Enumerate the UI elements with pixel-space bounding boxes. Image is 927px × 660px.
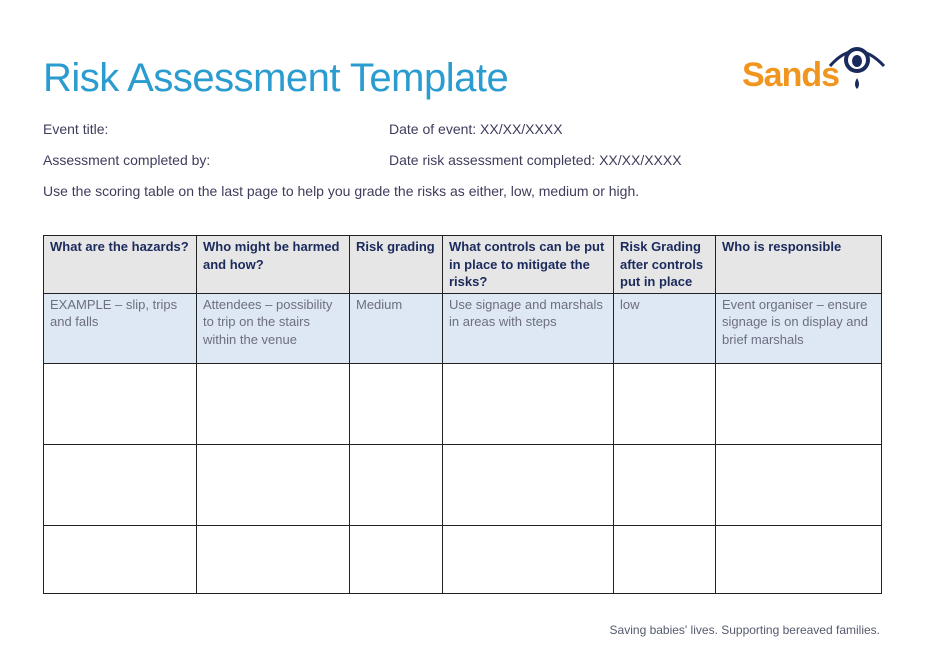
table-cell[interactable] (716, 525, 882, 593)
header-cell: What controls can be put in place to mitigate the risks? (443, 236, 614, 294)
table-cell[interactable]: Attendees – possibility to trip on the stairs within the venue (197, 293, 350, 363)
table-row (44, 525, 882, 593)
table-cell[interactable]: Medium (350, 293, 443, 363)
logo-text: Sands (742, 56, 840, 94)
table-cell[interactable] (614, 444, 716, 525)
table-cell[interactable]: low (614, 293, 716, 363)
header-cell: What are the hazards? (44, 236, 197, 294)
table-row (44, 444, 882, 525)
table-cell[interactable]: Use signage and marshals in areas with steps (443, 293, 614, 363)
table-cell[interactable] (716, 363, 882, 444)
instruction-text: Use the scoring table on the last page to help you grade the risks as either, low, medium or high. (43, 183, 640, 199)
header-cell: Who is responsible (716, 236, 882, 294)
table-cell[interactable] (350, 444, 443, 525)
table-cell[interactable] (44, 444, 197, 525)
eye-tear-icon (826, 42, 888, 94)
risk-table (43, 235, 882, 594)
table-cell[interactable]: Event organiser – ensure signage is on display and brief marshals (716, 293, 882, 363)
table-cell[interactable] (350, 363, 443, 444)
table-cell[interactable]: EXAMPLE – slip, trips and falls (44, 293, 197, 363)
example-row (44, 293, 882, 363)
table-cell[interactable] (350, 525, 443, 593)
table-cell[interactable] (716, 444, 882, 525)
date-of-event: Date of event: XX/XX/XXXX (389, 121, 563, 137)
table-cell[interactable] (443, 525, 614, 593)
completed-by-label: Assessment completed by: (43, 152, 211, 168)
table-cell[interactable] (614, 363, 716, 444)
header-cell: Risk grading (350, 236, 443, 294)
footer-tagline: Saving babies' lives. Supporting bereaved families. (609, 623, 880, 637)
table-cell[interactable] (443, 363, 614, 444)
table-header-row (44, 236, 882, 294)
header-cell: Who might be harmed and how? (197, 236, 350, 294)
page-title: Risk Assessment Template (43, 56, 509, 100)
table-cell[interactable] (197, 444, 350, 525)
date-completed: Date risk assessment completed: XX/XX/XXXX (389, 152, 682, 168)
table-cell[interactable] (443, 444, 614, 525)
table-cell[interactable] (197, 525, 350, 593)
table-cell[interactable] (614, 525, 716, 593)
table-row (44, 363, 882, 444)
table-cell[interactable] (197, 363, 350, 444)
header-cell: Risk Grading after controls put in place (614, 236, 716, 294)
table-cell[interactable] (44, 363, 197, 444)
table-cell[interactable] (44, 525, 197, 593)
event-title-label: Event title: (43, 121, 109, 137)
